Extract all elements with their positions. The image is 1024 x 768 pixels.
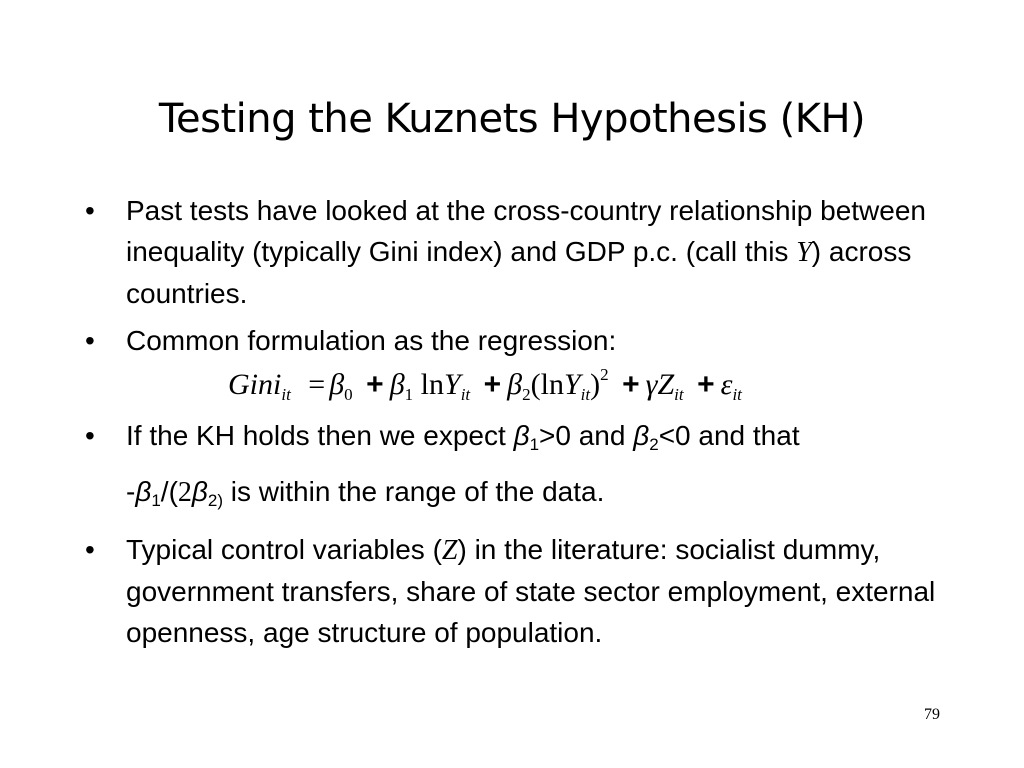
bullet-text: Past tests have looked at the cross-country relationship between inequality (typically Gini index) and GDP p.c. (call this [126,195,926,267]
eq-plus: + [622,368,640,401]
bullet-item [82,529,962,653]
bullet-text: - [126,476,136,507]
eq-subscript: it [732,385,742,404]
eq-subscript: it [580,385,591,404]
eq-ln: ln [420,368,444,401]
eq-gini: Gini [228,368,282,401]
bullet-text: Typical control variables ( [126,534,442,565]
eq-subscript: it [460,385,471,404]
bullet-text: 2 [177,477,192,508]
bullet-text: ) across countries. [126,236,912,309]
bullet-text: Common formulation as the regression: [126,325,617,356]
eq-beta: β [389,368,405,401]
subscript: 2 [649,435,659,454]
eq-subscript: 0 [344,385,353,404]
eq-plus: + [366,368,384,401]
eq-plus: + [483,368,502,401]
subscript: 1 [529,435,540,454]
beta-symbol: β [513,420,530,451]
eq-z: Z [657,368,675,401]
bullet-item [82,320,962,361]
bullet-text: /( [160,476,178,507]
bullet-text: >0 and [539,420,634,451]
beta-symbol: β [633,420,650,451]
bullet-dot: • [85,420,95,451]
subscript: 2) [207,491,224,510]
eq-epsilon: ε [720,368,733,401]
bullet-text: <0 and that [658,420,800,451]
eq-close: ) [590,368,601,401]
eq-plus: + [697,368,715,401]
variable-z: Z [441,535,458,566]
beta-symbol: β [191,476,208,507]
eq-equals: = [308,368,326,401]
regression-equation [82,361,962,413]
bullet-text: ) in the literature: socialist dummy, government transfers, share of state sector employment, external openness, age structure of population. [126,534,936,648]
eq-open-ln: (ln [530,368,564,401]
bullet-dot: • [85,195,95,226]
variable-y: Y [796,237,812,268]
eq-subscript: 2 [522,385,531,404]
bullet-text: If the KH holds then we expect [126,420,514,451]
bullet-item [82,415,962,521]
beta-symbol: β [135,476,152,507]
eq-subscript: it [281,385,291,404]
eq-superscript: 2 [600,365,609,384]
eq-subscript: it [674,385,684,404]
eq-beta: β [507,368,523,401]
eq-gamma: γ [645,368,658,401]
eq-y: Y [563,368,581,401]
eq-y: Y [444,368,461,401]
bullet-dot: • [85,325,95,356]
bullet-dot: • [85,534,95,565]
slide-title: Testing the Kuznets Hypothesis (KH) [158,96,866,142]
eq-beta: β [329,368,345,401]
eq-subscript: 1 [404,385,414,404]
bullet-list [82,190,962,653]
bullet-text: is within the range of the data. [223,476,605,507]
subscript: 1 [151,491,161,510]
page-number: 79 [924,706,940,723]
bullet-item [82,190,962,314]
